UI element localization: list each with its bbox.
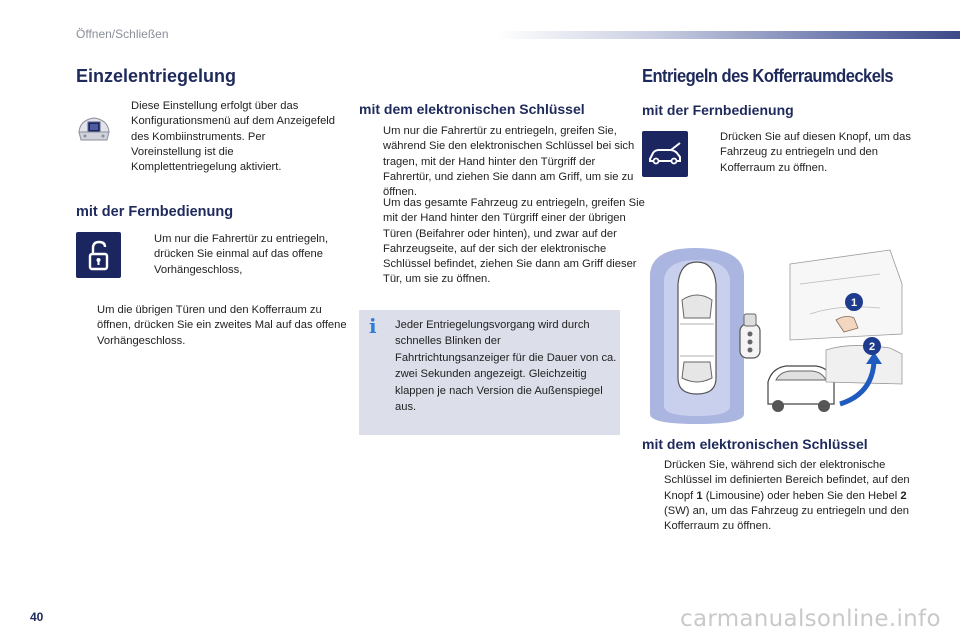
remote-bullet-1 [133,232,354,278]
remote-bullet-2 [76,303,357,349]
car-boot-icon [642,131,688,177]
callout-2: 2 [868,341,876,353]
callout-1: 1 [850,297,858,309]
boot-illustration [640,244,904,424]
bullet-text [664,459,910,532]
bullet-text: Um die übrigen Türen und den Kofferraum zu öffnen, drücken Sie ein zweites Mal auf das offene Vorhängeschloss. [97,304,347,347]
info-text: Jeder Entriegelungsvorgang wird durch schnelles Blinken der Fahrtrichtungsanzeiger für die Dauer von ca. zwei Sekunden angezeigt. Gleichzeitig klappen je nach Version die Außenspiegel aus. [395,319,617,414]
section-title-boot: Entriegeln des Kofferraumdeckels [642,66,894,86]
dashboard-icon [76,110,112,146]
page-number: 40 [30,610,44,624]
key-heading: mit dem elektronischen Schlüssel [359,101,585,117]
info-icon: i [369,314,377,338]
section-title: Öffnen/Schließen [76,27,169,41]
boot-key-bullet [642,458,914,534]
bullet-text-part-2: (Limousine) oder heben Sie den Hebel [702,489,901,502]
info-box [359,310,620,435]
bullet-text-part-3: (SW) an, um das Fahrzeug zu entriegeln und den Kofferraum zu öffnen. [664,504,910,533]
bullet-text-part-1: Drücken Sie, während sich der elektronische Schlüssel im definierten Bereich befindet, auf den Knopf [664,459,910,502]
button-number-1: 1 [696,489,703,502]
boot-remote-bullet [698,130,920,176]
intro-text: Diese Einstellung erfolgt über das Konfigurationsmenü auf dem Anzeigefeld des Kombiinstruments. Per Voreinstellung ist die Komplettentriegelung aktiviert. [131,100,335,174]
unlock-padlock-icon [76,232,121,278]
page-title: Einzelentriegelung [76,66,237,86]
bullet-text: Um das gesamte Fahrzeug zu entriegeln, greifen Sie mit der Hand hinter den Türgriff einer der übrigen Türen (Beifahrer oder hinten), und zwar auf der Fahrzeugseite, auf der sich der elektronische Schlüssel befindet, ziehen Sie dann am Griff dieser Tür, um sie zu öffnen. [383,197,645,286]
bullet-text: Um nur die Fahrertür zu entriegeln, drücken Sie einmal auf das offene Vorhängeschloss, [154,233,329,276]
remote-heading-boot: mit der Fernbedienung [642,102,794,118]
key-heading-boot: mit dem elektronischen Schlüssel [642,436,868,452]
key-bullet-1 [359,124,646,200]
header-bar [498,31,960,39]
remote-heading: mit der Fernbedienung [76,204,234,220]
key-bullet-2 [359,196,646,288]
bullet-text: Um nur die Fahrertür zu entriegeln, greifen Sie, während Sie den elektronischen Schlüssel bei sich tragen, mit der Hand hinter den Türgriff der Fahrertür, und ziehen Sie dann am Griff, um sie zu öffnen. [383,125,635,199]
watermark: carmanualsonline.info [680,606,941,632]
lever-number-2: 2 [900,489,907,502]
bullet-text: Drücken Sie auf diesen Knopf, um das Fahrzeug zu entriegeln und den Kofferraum zu öffnen. [720,131,911,174]
